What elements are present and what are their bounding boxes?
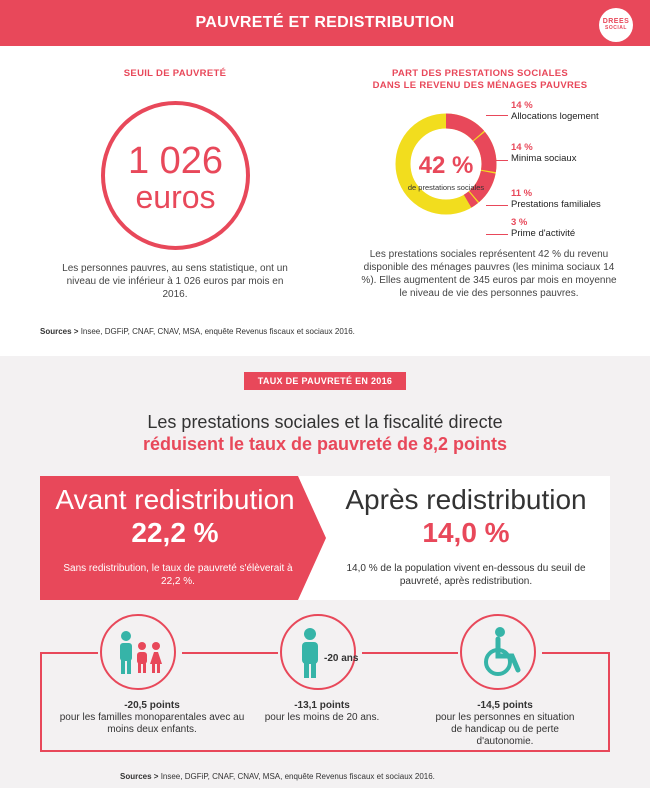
seuil-unit: euros	[135, 179, 216, 215]
stat-moins-20	[262, 700, 382, 724]
source-note-top	[40, 327, 355, 336]
taux-headline-1: Les prestations sociales et la fiscalité directe	[147, 412, 503, 432]
legend-label: Allocations logement	[511, 111, 599, 122]
stat-text: pour les moins de 20 ans.	[264, 712, 380, 723]
stat-text: pour les personnes en situation de handicap ou de perte d'autonomie.	[435, 712, 575, 747]
logo-line2: SOCIAL	[605, 25, 627, 31]
legend-connector	[486, 160, 508, 161]
legend-item-minima	[511, 142, 576, 164]
source-text: Insee, DGFiP, CNAF, CNAV, MSA, enquête Revenus fiscaux et sociaux 2016.	[160, 772, 435, 781]
prestations-title	[330, 68, 630, 92]
source-note-bottom	[120, 772, 435, 781]
taux-headline-2: réduisent le taux de pauvreté de 8,2 points	[142, 434, 508, 454]
legend-pct: 11 %	[511, 188, 533, 199]
stat-handicap	[430, 700, 580, 748]
stat-value: -14,5 points	[477, 700, 533, 711]
source-label: Sources >	[120, 772, 161, 781]
legend-item-prime	[511, 217, 575, 239]
seuil-title: SEUIL DE PAUVRETÉ	[123, 68, 227, 79]
wheelchair-icon	[460, 614, 536, 690]
person-icon	[280, 614, 359, 690]
family-icon	[100, 614, 176, 690]
stat-text: pour les familles monoparentales avec au moins deux enfants.	[59, 712, 245, 735]
legend-item-allocations	[511, 100, 601, 122]
avant-title: Avant redistribution	[55, 484, 295, 515]
legend-pct: 14 %	[511, 100, 533, 111]
prestations-title-line2: DANS LE REVENU DES MÉNAGES PAUVRES	[372, 80, 588, 91]
donut-total-label: de prestations sociales	[407, 183, 485, 192]
logo-line1: DREES	[602, 18, 630, 25]
frame-segment	[542, 652, 610, 654]
apres-title: Après redistribution	[345, 484, 587, 515]
donut-total-pct: 42 %	[418, 152, 474, 179]
source-text: Insee, DGFiP, CNAF, CNAV, MSA, enquête Revenus fiscaux et sociaux 2016.	[80, 327, 355, 336]
apres-note: 14,0 % de la population vivent en-dessous du seuil de pauvreté, après redistribution.	[346, 563, 586, 587]
prestations-title-line1: PART DES PRESTATIONS SOCIALES	[391, 68, 569, 79]
legend-pct: 14 %	[511, 142, 533, 153]
taux-tag: TAUX DE PAUVRETÉ EN 2016	[244, 372, 406, 390]
legend-item-familiales	[511, 188, 601, 210]
stat-familles	[52, 700, 252, 736]
apres-pct: 14,0 %	[422, 517, 510, 548]
stat-value: -13,1 points	[294, 700, 350, 711]
avant-pct: 22,2 %	[131, 517, 219, 548]
stat-value: -20,5 points	[124, 700, 180, 711]
avant-note: Sans redistribution, le taux de pauvreté s'élèverait à 22,2 %.	[63, 563, 293, 587]
legend-label: Prime d'activité	[511, 228, 576, 239]
age-badge: -20 ans	[324, 653, 359, 664]
frame-segment	[40, 652, 98, 654]
seuil-amount: 1 026	[127, 140, 224, 182]
legend-label: Prestations familiales	[511, 199, 601, 210]
legend-connector	[486, 115, 508, 116]
seuil-description: Les personnes pauvres, au sens statistique, ont un niveau de vie inférieur à 1 026 euros par mois en 2016.	[62, 263, 288, 300]
legend-pct: 3 %	[511, 217, 528, 228]
frame-segment	[362, 652, 458, 654]
source-label: Sources >	[40, 327, 81, 336]
prestations-description: Les prestations sociales représentent 42 % du revenu disponible des ménages pauvres (les minima sociaux 14 %). Elles augmentent de 345 euros par mois en moyenne le niveau de vie des personnes pauvres.	[361, 249, 617, 299]
drees-logo	[599, 8, 633, 42]
header-banner	[0, 0, 650, 46]
page-title: PAUVRETÉ ET REDISTRIBUTION	[195, 14, 455, 31]
legend-connector	[486, 234, 508, 235]
legend-connector	[486, 205, 508, 206]
frame-segment	[182, 652, 278, 654]
legend-label: Minima sociaux	[511, 153, 577, 164]
